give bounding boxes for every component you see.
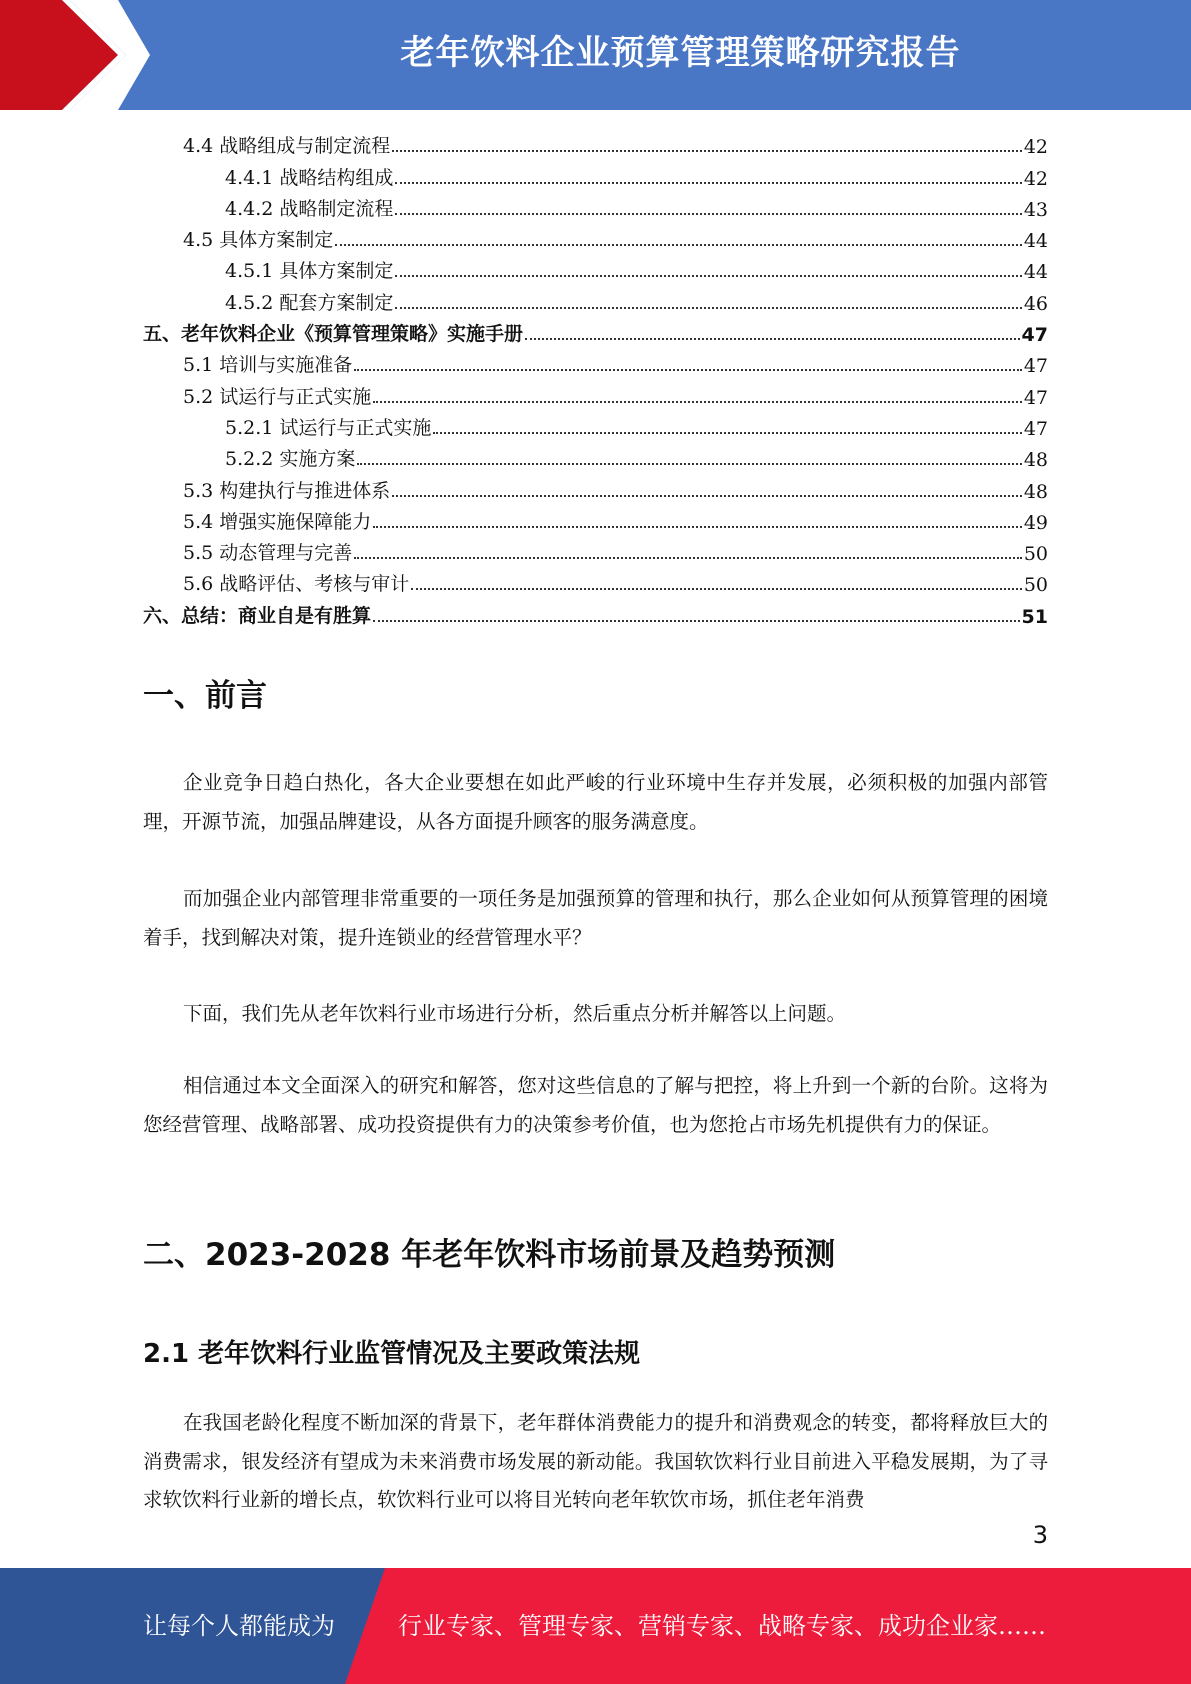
toc-dot-leader	[395, 307, 1021, 309]
toc-entry[interactable]	[143, 158, 1048, 189]
toc-entry-page: 48	[1023, 449, 1048, 472]
subsection-heading-regulation: 2.1 老年饮料行业监管情况及主要政策法规	[143, 1339, 641, 1369]
toc-entry[interactable]	[143, 565, 1048, 596]
toc-entry-page: 47	[1021, 324, 1048, 347]
toc-dot-leader	[354, 369, 1022, 371]
toc-entry-page: 43	[1023, 198, 1048, 221]
toc-entry-label: 4.4.1 战略结构组成	[225, 166, 394, 189]
toc-entry[interactable]	[143, 252, 1048, 283]
toc-entry-page: 44	[1023, 230, 1048, 253]
toc-entry-label: 5.2.2 实施方案	[225, 448, 356, 471]
toc-entry-page: 50	[1023, 543, 1048, 566]
toc-entry[interactable]	[143, 596, 1048, 627]
toc-entry-label: 5.5 动态管理与完善	[183, 542, 353, 565]
toc-dot-leader	[373, 620, 1020, 622]
paragraph: 在我国老龄化程度不断加深的背景下，老年群体消费能力的提升和消费观念的转变，都将释放巨大的消费需求，银发经济有望成为未来消费市场发展的新动能。我国软饮料行业目前进入平稳发展期，为了寻求软饮料行业新的增长点，软饮料行业可以将目光转向老年软饮市场，抓住老年消费	[143, 1411, 1048, 1511]
toc-dot-leader	[395, 213, 1021, 215]
footer-slogan-right: 行业专家、管理专家、营销专家、战略专家、成功企业家……	[398, 1612, 1046, 1640]
toc-dot-leader	[357, 463, 1021, 465]
paragraph: 企业竞争日趋白热化，各大企业要想在如此严峻的行业环境中生存并发展，必须积极的加强内部管理，开源节流，加强品牌建设，从各方面提升顾客的服务满意度。	[143, 771, 1048, 833]
toc-entry[interactable]	[143, 471, 1048, 502]
toc-dot-leader	[373, 526, 1022, 528]
toc-dot-leader	[395, 275, 1021, 277]
table-of-contents	[143, 127, 1048, 628]
toc-entry-page: 46	[1023, 292, 1048, 315]
paragraph: 而加强企业内部管理非常重要的一项任务是加强预算的管理和执行，那么企业如何从预算管理的困境着手，找到解决对策，提升连锁业的经营管理水平？	[143, 887, 1048, 949]
toc-entry-page: 49	[1023, 511, 1048, 534]
toc-dot-leader	[392, 495, 1022, 497]
toc-dot-leader	[354, 557, 1022, 559]
toc-dot-leader	[373, 401, 1022, 403]
toc-entry[interactable]	[143, 534, 1048, 565]
toc-dot-leader	[392, 150, 1022, 152]
toc-entry[interactable]	[143, 315, 1048, 346]
toc-entry-page: 47	[1023, 355, 1048, 378]
toc-entry-label: 4.5 具体方案制定	[183, 229, 334, 252]
toc-entry[interactable]	[143, 440, 1048, 471]
toc-entry-label: 4.4 战略组成与制定流程	[183, 135, 391, 158]
toc-entry[interactable]	[143, 221, 1048, 252]
toc-entry[interactable]	[143, 283, 1048, 314]
toc-entry-page: 50	[1023, 574, 1048, 597]
toc-dot-leader	[335, 244, 1022, 246]
toc-entry[interactable]	[143, 377, 1048, 408]
toc-entry[interactable]	[143, 127, 1048, 158]
toc-entry-label: 5.6 战略评估、考核与审计	[183, 573, 410, 596]
section-heading-market-forecast: 二、2023-2028 年老年饮料市场前景及趋势预测	[143, 1237, 836, 1273]
toc-dot-leader	[525, 338, 1020, 340]
toc-entry-page: 47	[1023, 386, 1048, 409]
toc-entry-page: 42	[1023, 136, 1048, 159]
toc-entry-label: 5.2.1 试运行与正式实施	[225, 416, 432, 439]
toc-entry-label: 六、总结：商业自是有胜算	[143, 604, 372, 627]
toc-dot-leader	[395, 182, 1021, 184]
toc-dot-leader	[411, 588, 1022, 590]
toc-entry-label: 五、老年饮料企业《预算管理策略》实施手册	[143, 323, 524, 346]
toc-entry[interactable]	[143, 346, 1048, 377]
toc-entry-page: 51	[1021, 605, 1048, 628]
footer-slogan-left: 让每个人都能成为	[143, 1612, 335, 1640]
toc-entry-label: 5.2 试运行与正式实施	[183, 385, 372, 408]
toc-entry-label: 5.3 构建执行与推进体系	[183, 479, 391, 502]
paragraph: 相信通过本文全面深入的研究和解答，您对这些信息的了解与把控，将上升到一个新的台阶。这将为您经营管理、战略部署、成功投资提供有力的决策参考价值，也为您抢占市场先机提供有力的保证。	[143, 1074, 1048, 1136]
toc-entry-page: 44	[1023, 261, 1048, 284]
toc-entry-label: 4.5.2 配套方案制定	[225, 291, 394, 314]
toc-entry-page: 48	[1023, 480, 1048, 503]
toc-entry-label: 4.5.1 具体方案制定	[225, 260, 394, 283]
toc-entry[interactable]	[143, 190, 1048, 221]
header-title: 老年饮料企业预算管理策略研究报告	[400, 33, 961, 73]
section-heading-preface: 一、前言	[143, 678, 267, 714]
toc-entry-label: 5.4 增强实施保障能力	[183, 510, 372, 533]
toc-entry-label: 4.4.2 战略制定流程	[225, 197, 394, 220]
paragraph: 下面，我们先从老年饮料行业市场进行分析，然后重点分析并解答以上问题。	[183, 1002, 847, 1025]
page-header	[0, 0, 1191, 110]
toc-dot-leader	[433, 432, 1021, 434]
toc-entry-page: 47	[1023, 417, 1048, 440]
toc-entry-label: 5.1 培训与实施准备	[183, 354, 353, 377]
toc-entry[interactable]	[143, 503, 1048, 534]
toc-entry[interactable]	[143, 409, 1048, 440]
page-footer	[0, 1568, 1191, 1684]
toc-entry-page: 42	[1023, 167, 1048, 190]
page-number: 3	[1032, 1521, 1048, 1549]
